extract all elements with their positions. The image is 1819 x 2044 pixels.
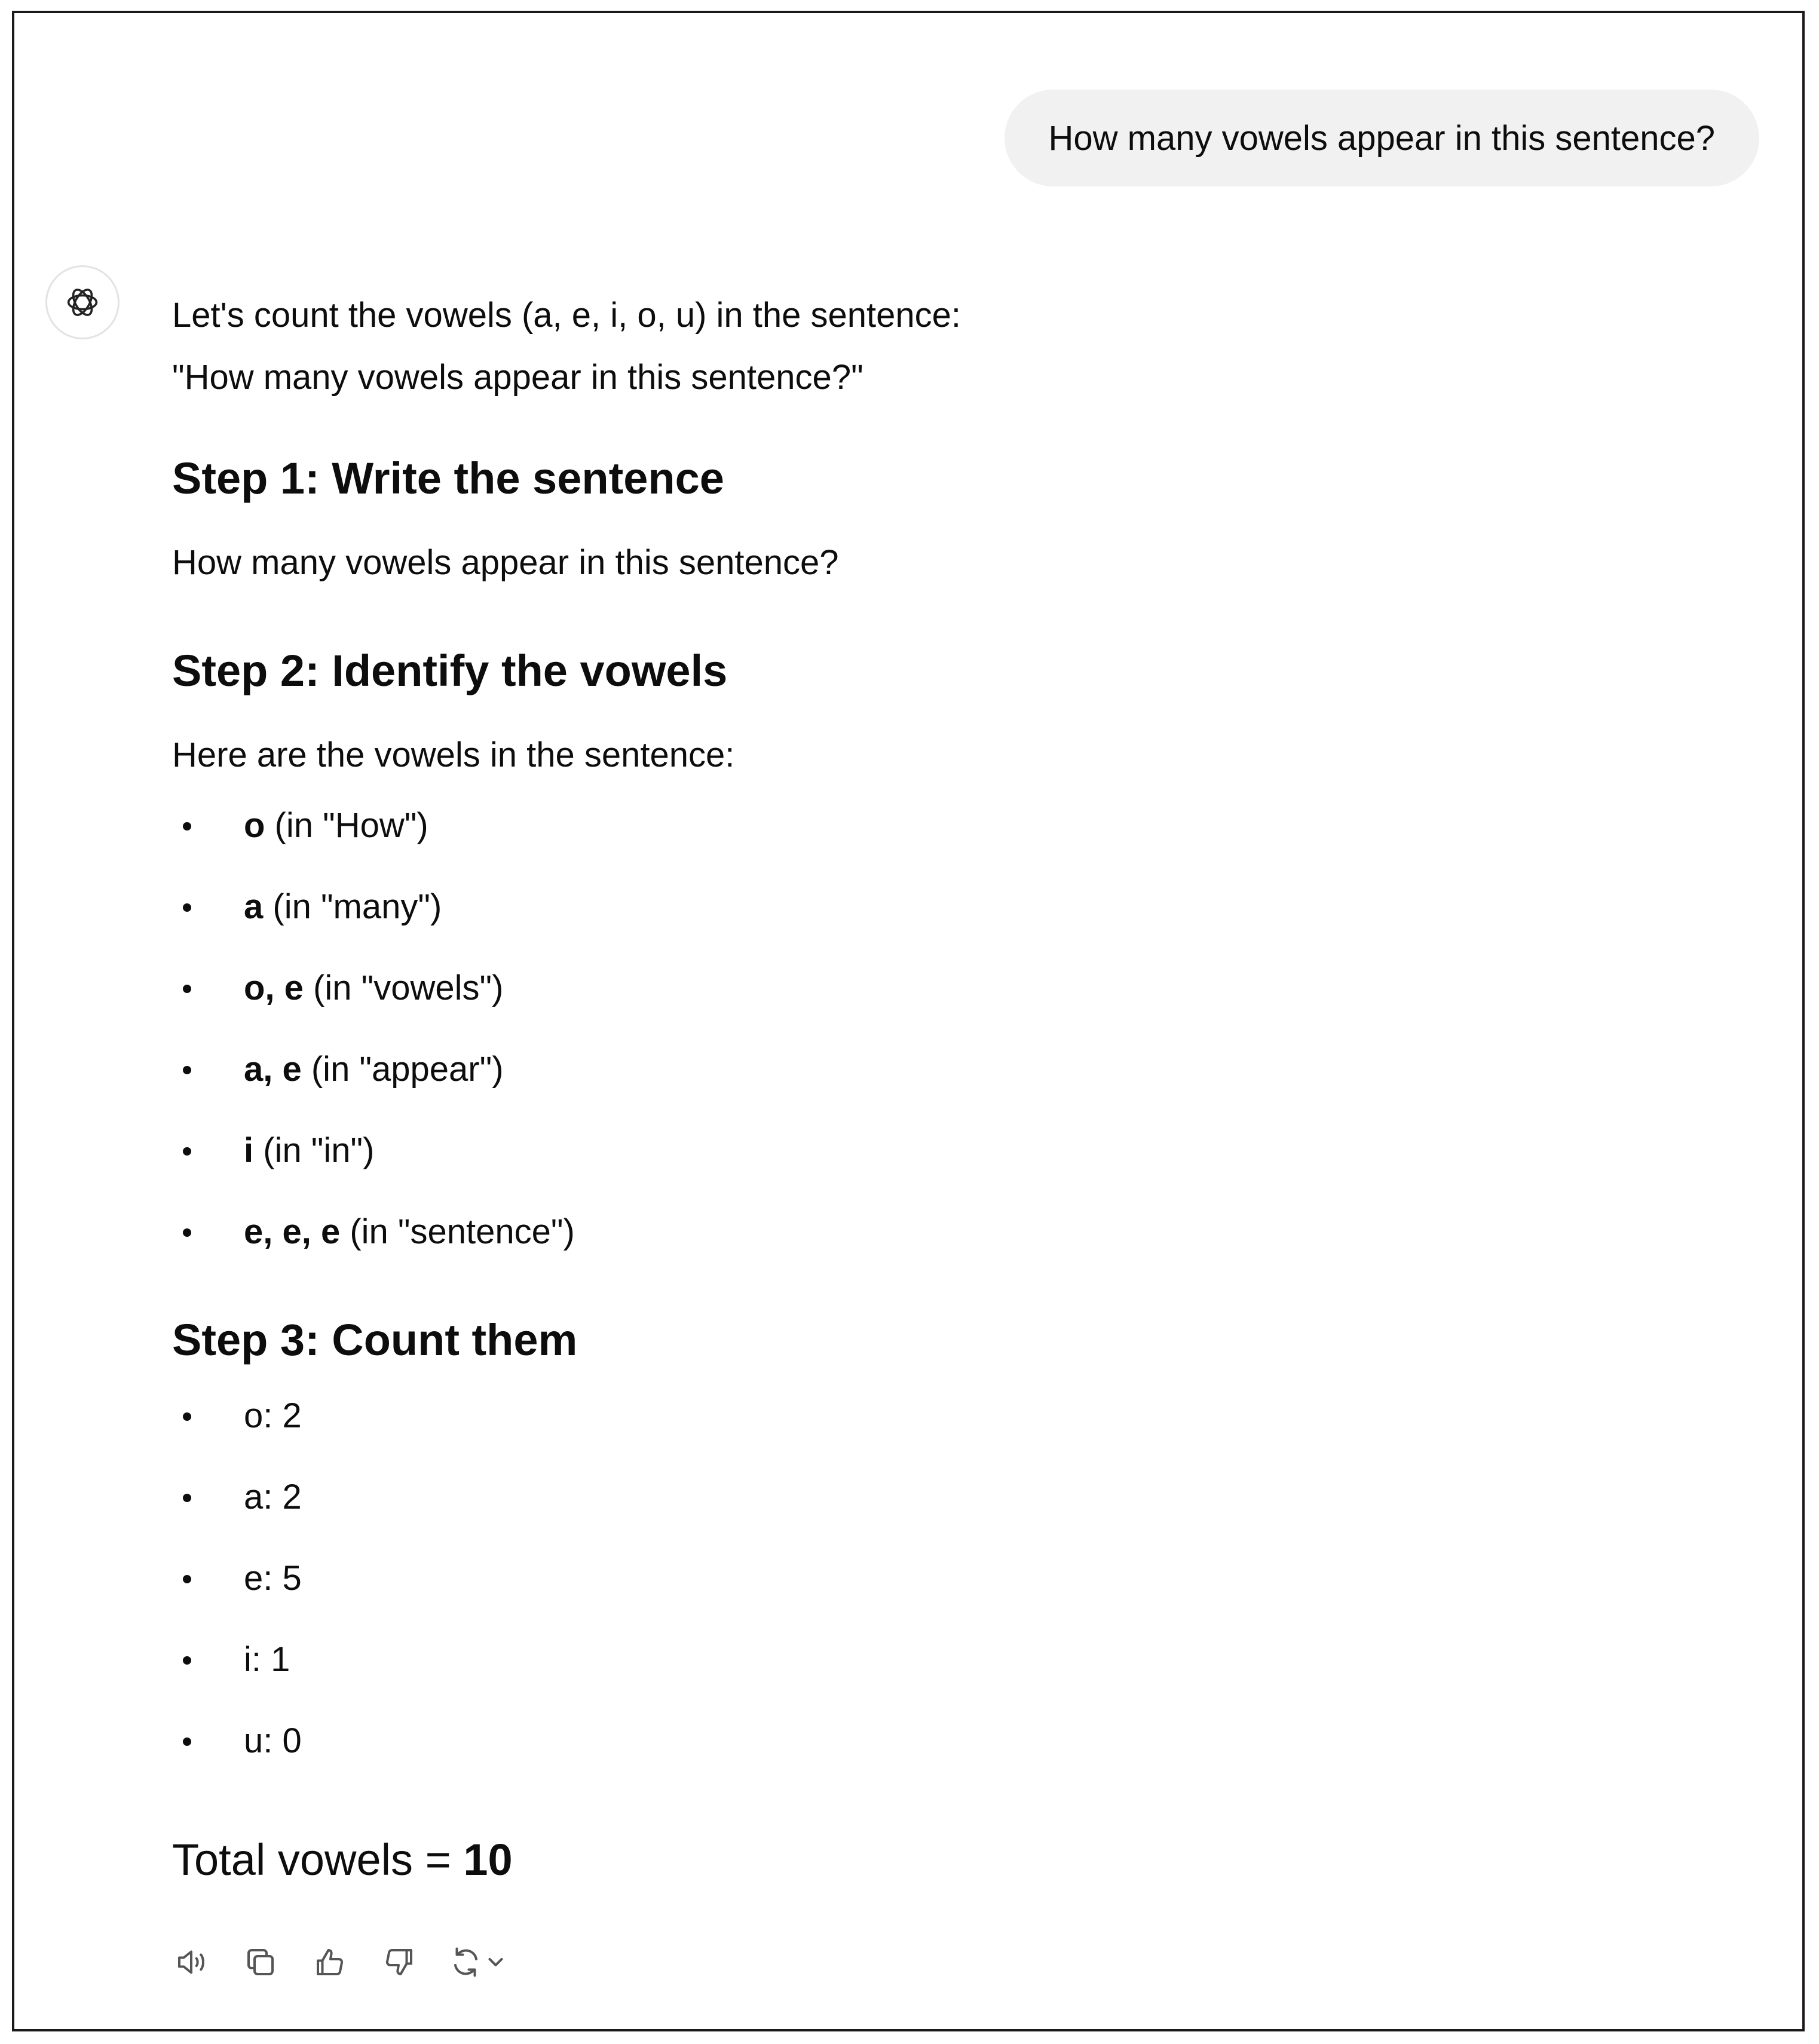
step1-text: How many vowels appear in this sentence? <box>172 543 839 582</box>
list-item: u: 0 <box>172 1720 1726 1763</box>
list-item-vowels: o, e <box>244 969 304 1007</box>
list-item-vowels: e, e, e <box>244 1212 341 1251</box>
total-line <box>172 1833 1726 1887</box>
copy-button[interactable] <box>241 1943 280 1981</box>
list-item-context: (in "in") <box>253 1131 375 1170</box>
list-item <box>172 1048 1726 1091</box>
list-item-context: (in "vowels") <box>303 969 504 1007</box>
list-item-vowels: i <box>244 1131 254 1170</box>
list-item-vowels: a, e <box>244 1050 302 1089</box>
list-item-context: (in "appear") <box>301 1050 504 1089</box>
list-item: o: 2 <box>172 1395 1726 1438</box>
list-item <box>172 885 1726 928</box>
good-response-button[interactable] <box>311 1943 349 1981</box>
step3-heading: Step 3: Count them <box>172 1315 578 1365</box>
bad-response-button[interactable] <box>380 1943 418 1981</box>
regenerate-button[interactable] <box>449 1943 509 1981</box>
copy-icon <box>243 1944 278 1980</box>
thumbs-up-icon <box>312 1944 348 1980</box>
list-item <box>172 804 1726 847</box>
total-value: 10 <box>463 1835 513 1884</box>
total-label: Total vowels = <box>172 1835 464 1884</box>
list-item: a: 2 <box>172 1476 1726 1519</box>
step2-heading: Step 2: Identify the vowels <box>172 646 728 695</box>
list-item <box>172 1129 1726 1172</box>
user-message-text: How many vowels appear in this sentence? <box>1048 118 1715 158</box>
list-item-context: (in "sentence") <box>340 1212 575 1251</box>
vowel-list <box>172 804 1726 1254</box>
list-item <box>172 1211 1726 1254</box>
step1-heading: Step 1: Write the sentence <box>172 453 724 503</box>
thumbs-down-icon <box>381 1944 417 1980</box>
intro-line-1: Let's count the vowels (a, e, i, o, u) in the sentence: <box>172 296 961 335</box>
chat-window <box>12 11 1805 2031</box>
user-message-bubble <box>1005 90 1759 186</box>
list-item: i: 1 <box>172 1638 1726 1681</box>
list-item: e: 5 <box>172 1557 1726 1600</box>
openai-logo-icon <box>63 283 102 322</box>
list-item-context: (in "How") <box>265 806 428 845</box>
read-aloud-button[interactable] <box>172 1943 210 1981</box>
list-item-vowels: o <box>244 806 265 845</box>
assistant-avatar <box>45 265 120 339</box>
message-actions <box>172 1943 509 1981</box>
speaker-icon <box>173 1944 209 1980</box>
list-item <box>172 967 1726 1010</box>
count-list <box>172 1395 1726 1763</box>
list-item-context: (in "many") <box>263 887 442 926</box>
intro-line-2: "How many vowels appear in this sentence?" <box>172 358 863 397</box>
step2-text: Here are the vowels in the sentence: <box>172 736 735 774</box>
assistant-response <box>172 294 1726 1887</box>
list-item-vowels: a <box>244 887 264 926</box>
regenerate-icon <box>449 1944 509 1980</box>
